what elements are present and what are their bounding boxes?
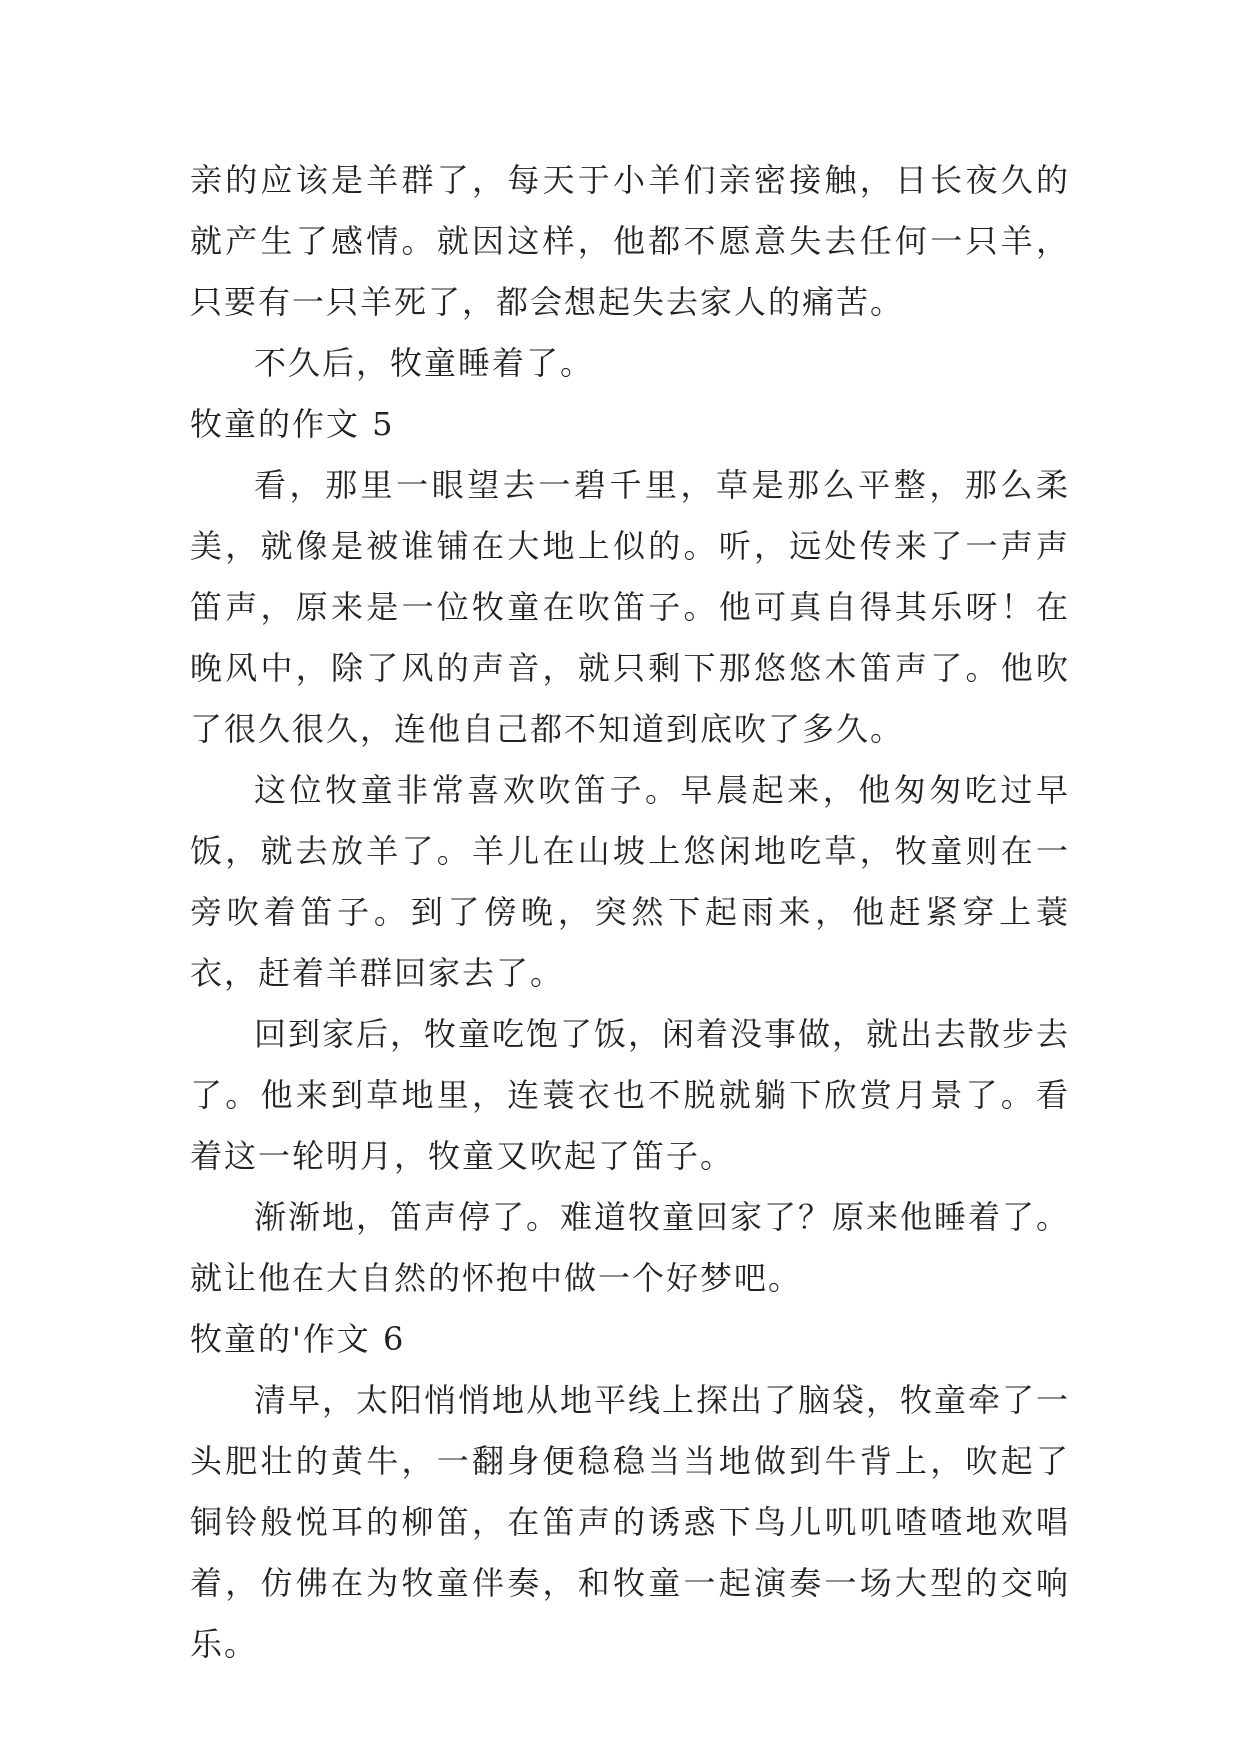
paragraph: 看，那里一眼望去一碧千里，草是那么平整，那么柔美，就像是被谁铺在大地上似的。听，远处传来了一声声笛声，原来是一位牧童在吹笛子。他可真自得其乐呀！在晚风中，除了风的声音，就只剩下那悠悠木笛声了。他吹了很久很久，连他自己都不知道到底吹了多久。 [190,466,1070,748]
section-title-6: 牧童的'作文 6 [190,1320,406,1358]
paragraph: 渐渐地，笛声停了。难道牧童回家了？原来他睡着了。就让他在大自然的怀抱中做一个好梦吧。 [190,1198,1071,1297]
paragraph: 亲的应该是羊群了，每天于小羊们亲密接触，日长夜久的就产生了感情。就因这样，他都不愿意失去任何一只羊，只要有一只羊死了，都会想起失去家人的痛苦。 [190,161,1070,321]
document-body [190,150,1070,1675]
section-title-5: 牧童的作文 5 [190,405,395,443]
paragraph: 清早，太阳悄悄地从地平线上探出了脑袋，牧童牵了一头肥壮的黄牛，一翻身便稳稳当当地做到牛背上，吹起了铜铃般悦耳的柳笛，在笛声的诱惑下鸟儿叽叽喳喳地欢唱着，仿佛在为牧童伴奏，和牧童一起演奏一场大型的交响乐。 [190,1381,1071,1663]
paragraph: 不久后，牧童睡着了。 [254,344,595,382]
paragraph: 这位牧童非常喜欢吹笛子。早晨起来，他匆匆吃过早饭，就去放羊了。羊儿在山坡上悠闲地吃草，牧童则在一旁吹着笛子。到了傍晚，突然下起雨来，他赶紧穿上蓑衣，赶着羊群回家去了。 [190,771,1070,992]
paragraph: 回到家后，牧童吃饱了饭，闲着没事做，就出去散步去了。他来到草地里，连蓑衣也不脱就躺下欣赏月景了。看着这一轮明月，牧童又吹起了笛子。 [190,1015,1071,1175]
